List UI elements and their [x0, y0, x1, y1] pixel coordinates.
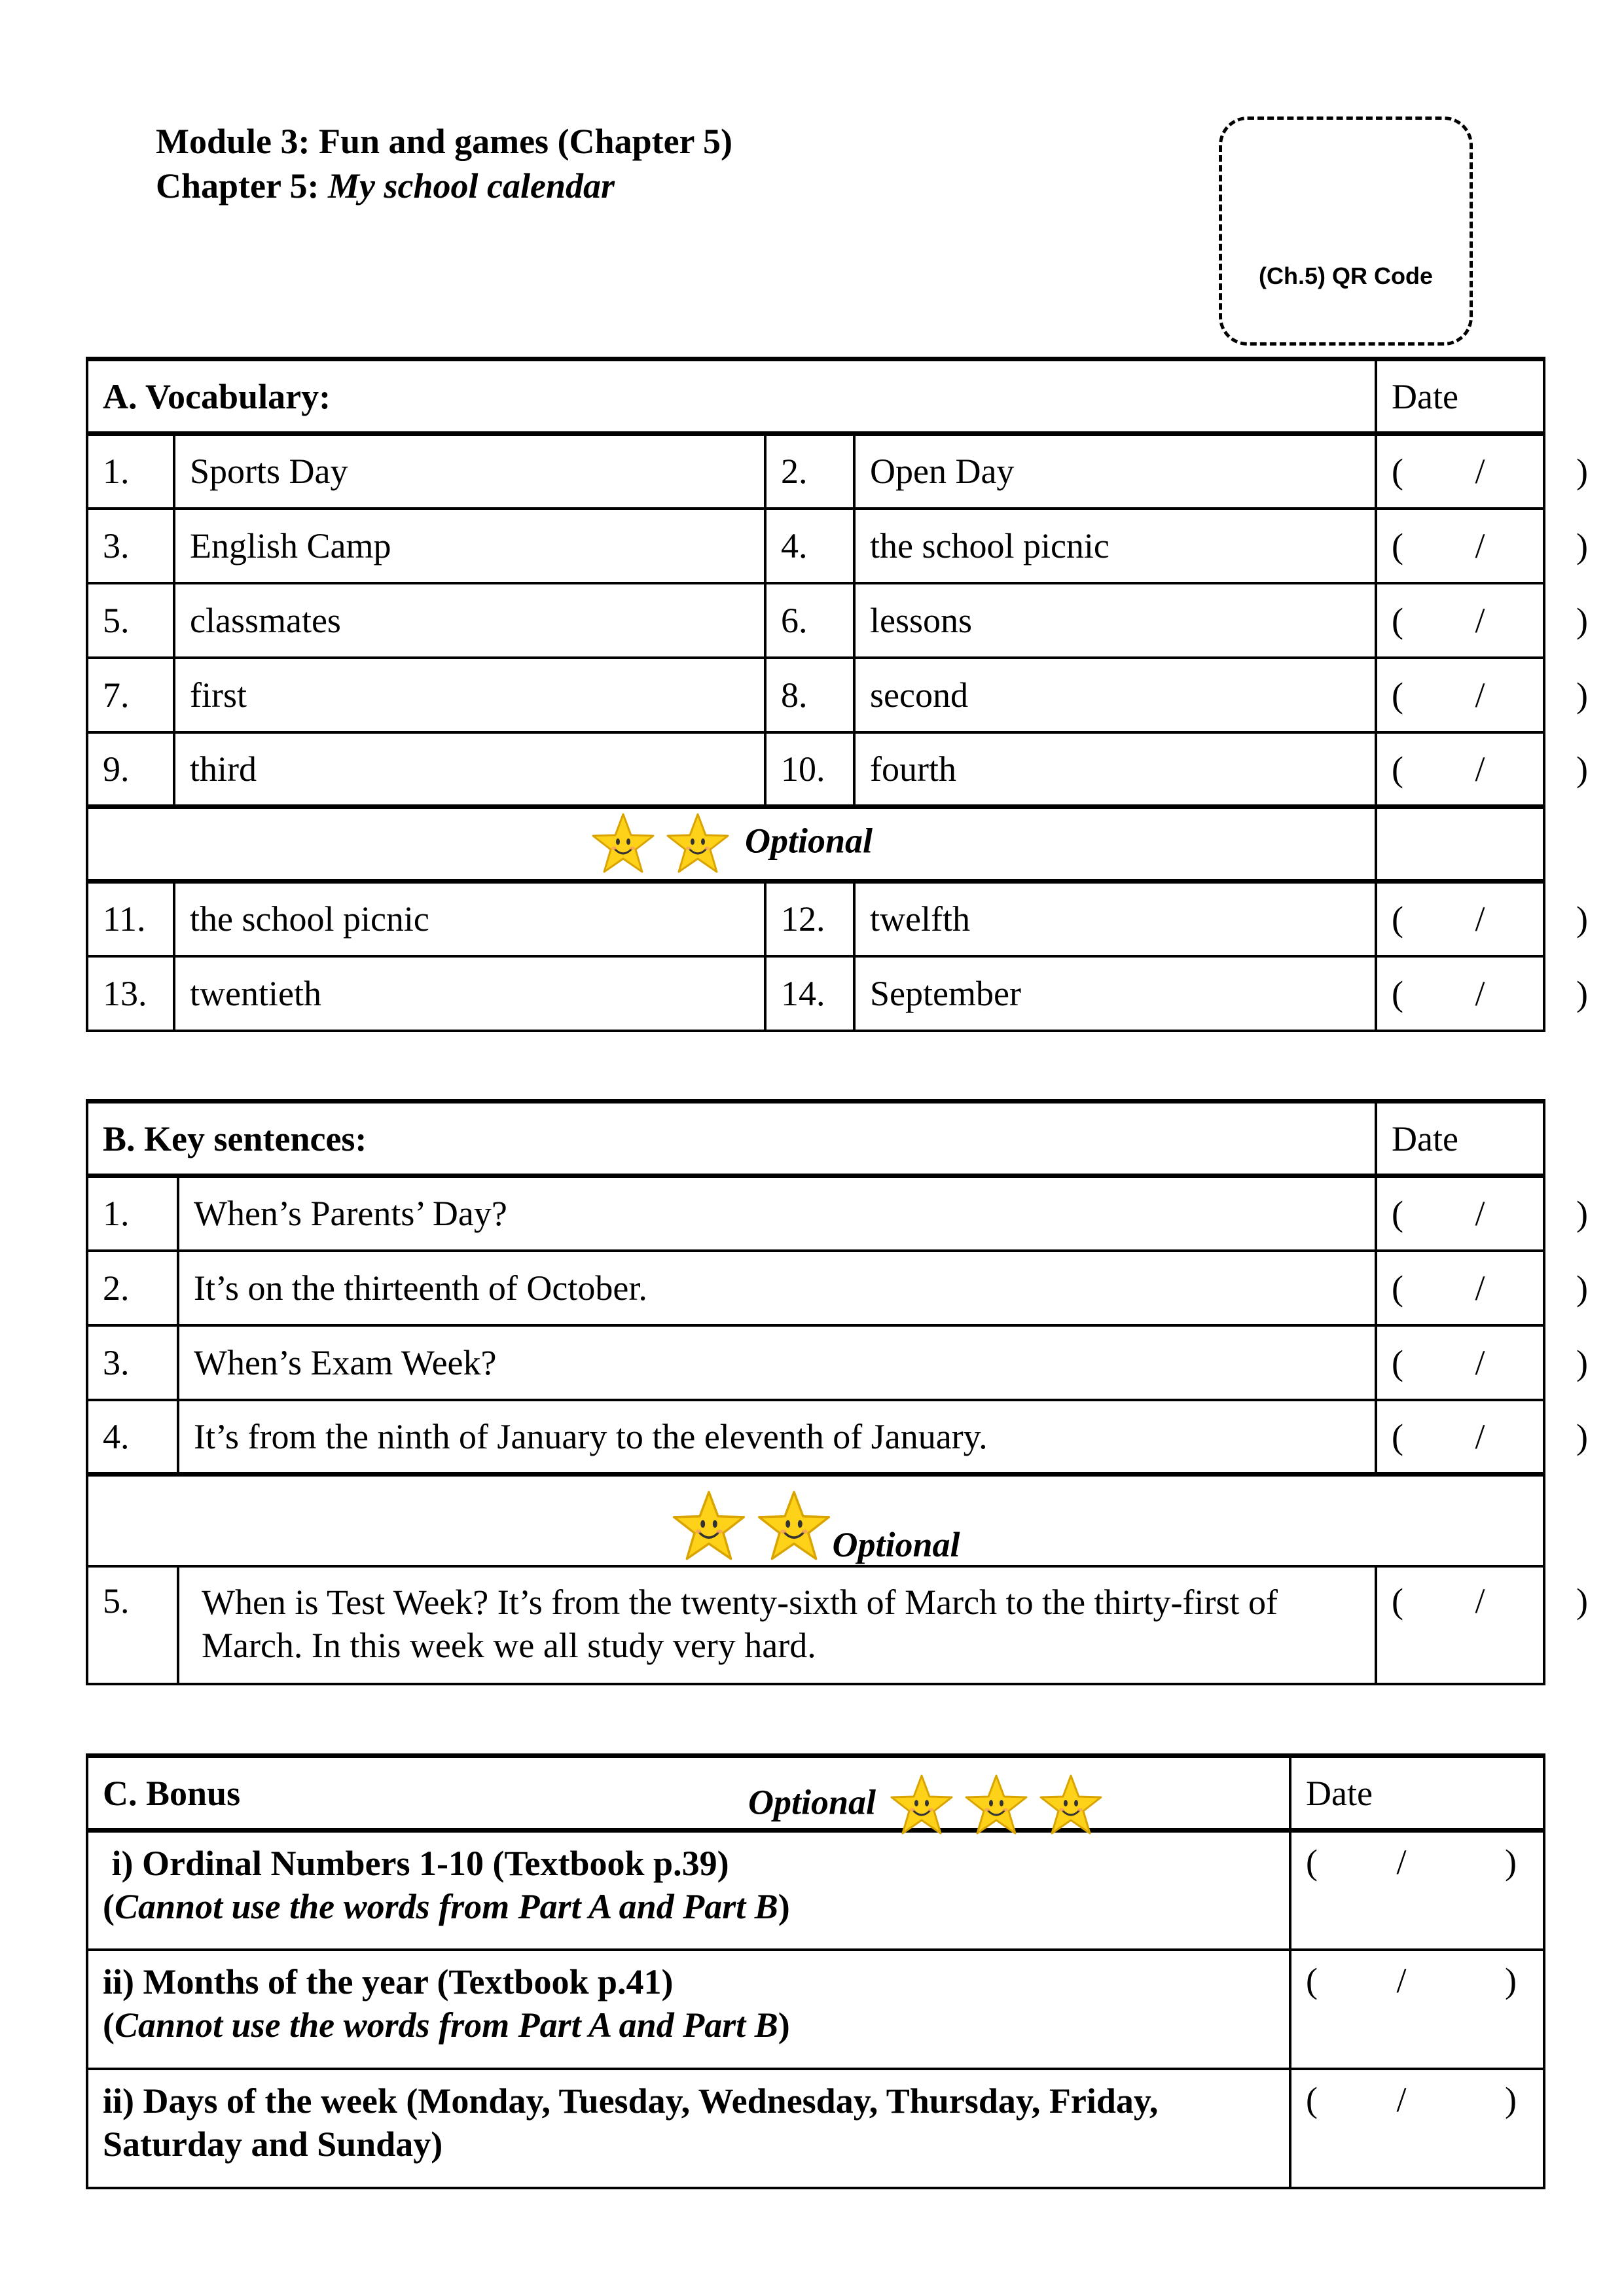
vocabulary-word: third: [174, 732, 765, 807]
vocabulary-heading: A. Vocabulary:: [87, 359, 1376, 434]
vocabulary-row: [87, 882, 1544, 956]
bonus-item-title: ii) Months of the year (Textbook p.41): [103, 1962, 674, 2001]
optional-label: Optional: [745, 820, 873, 860]
sentence-row: [87, 1400, 1544, 1475]
item-number: 6.: [765, 583, 854, 658]
vocabulary-word: Open Day: [854, 434, 1376, 509]
bonus-row: [87, 2069, 1544, 2188]
date-field[interactable]: ( / ): [1376, 882, 1544, 956]
key-sentences-table: [86, 1099, 1588, 1685]
bonus-heading: C. Bonus: [103, 1773, 241, 1813]
item-number: 14.: [765, 956, 854, 1031]
sentence-row: [87, 1325, 1544, 1400]
star-icon: [671, 1489, 747, 1565]
date-header: Date: [1376, 359, 1544, 434]
date-field[interactable]: ( / ): [1376, 1251, 1544, 1325]
vocabulary-word: twelfth: [854, 882, 1376, 956]
vocabulary-table: [86, 357, 1589, 1032]
star-icon: [1038, 1773, 1104, 1839]
chapter-title: Chapter 5: My school calendar: [156, 166, 615, 206]
bonus-item-note: (Cannot use the words from Part A and Part B): [103, 2005, 790, 2045]
date-field[interactable]: ( / ): [1376, 1176, 1544, 1251]
item-number: 9.: [87, 732, 174, 807]
module-title: Module 3: Fun and games (Chapter 5): [156, 122, 733, 161]
item-number: 7.: [87, 658, 174, 732]
qr-code-placeholder: [1219, 117, 1473, 346]
item-number: 13.: [87, 956, 174, 1031]
sentence-text: It’s on the thirteenth of October.: [178, 1251, 1376, 1325]
date-field[interactable]: ( / ): [1376, 956, 1544, 1031]
vocabulary-word: English Camp: [174, 509, 765, 583]
sentence-number: 4.: [87, 1400, 178, 1475]
star-icon: [889, 1773, 954, 1839]
date-field[interactable]: ( / ): [1376, 1325, 1544, 1400]
vocabulary-word: Sports Day: [174, 434, 765, 509]
optional-label: Optional: [748, 1782, 876, 1821]
date-field[interactable]: ( / ): [1290, 1831, 1544, 1950]
page-header: [156, 119, 732, 208]
star-icon: [964, 1773, 1029, 1839]
sentence-text: It’s from the ninth of January to the eleventh of January.: [178, 1400, 1376, 1475]
bonus-item: [87, 2069, 1290, 2188]
date-field[interactable]: ( / ): [1376, 583, 1544, 658]
vocabulary-row: [87, 509, 1544, 583]
vocabulary-word: twentieth: [174, 956, 765, 1031]
bonus-row: [87, 1831, 1544, 1950]
bonus-item-title: i) Ordinal Numbers 1-10 (Textbook p.39): [103, 1844, 729, 1883]
sentence-number: 1.: [87, 1176, 178, 1251]
sentence-row: [87, 1251, 1544, 1325]
bonus-table: [86, 1753, 1545, 2189]
sentence-text: When is Test Week? It’s from the twenty-sixth of March to the thirty-first of March. In this week we all study very hard.: [178, 1566, 1376, 1684]
item-number: 4.: [765, 509, 854, 583]
vocabulary-row: [87, 658, 1544, 732]
vocabulary-word: lessons: [854, 583, 1376, 658]
bonus-item: [87, 1831, 1290, 1950]
vocabulary-row: [87, 583, 1544, 658]
vocabulary-word: the school picnic: [854, 509, 1376, 583]
star-icon: [665, 812, 731, 877]
blank-date-cell: [1376, 807, 1544, 882]
sentence-number: 5.: [87, 1566, 178, 1684]
vocabulary-word: classmates: [174, 583, 765, 658]
bonus-item-note: (Cannot use the words from Part A and Part B): [103, 1887, 790, 1926]
item-number: 12.: [765, 882, 854, 956]
date-header: Date: [1290, 1756, 1544, 1831]
date-field[interactable]: ( / ): [1290, 2069, 1544, 2188]
vocabulary-word: September: [854, 956, 1376, 1031]
qr-code-label: (Ch.5) QR Code: [1259, 262, 1433, 289]
stars-rating: [590, 812, 731, 877]
bonus-heading-cell: [87, 1756, 1290, 1831]
key-sentences-heading: B. Key sentences:: [87, 1102, 1376, 1176]
sentence-text: When’s Parents’ Day?: [178, 1176, 1376, 1251]
vocabulary-word: second: [854, 658, 1376, 732]
date-field[interactable]: ( / ): [1376, 1566, 1544, 1684]
star-icon: [590, 812, 656, 877]
optional-label: Optional: [832, 1524, 960, 1564]
date-header: Date: [1376, 1102, 1544, 1176]
vocabulary-row: [87, 434, 1544, 509]
date-field[interactable]: ( / ): [1376, 732, 1544, 807]
vocabulary-word: fourth: [854, 732, 1376, 807]
sentence-number: 2.: [87, 1251, 178, 1325]
sentence-text: When’s Exam Week?: [178, 1325, 1376, 1400]
date-field[interactable]: ( / ): [1290, 1950, 1544, 2069]
vocabulary-optional-banner: [87, 807, 1376, 882]
vocabulary-word: the school picnic: [174, 882, 765, 956]
item-number: 11.: [87, 882, 174, 956]
key-sentences-optional-banner: [87, 1475, 1544, 1566]
date-field[interactable]: ( / ): [1376, 1400, 1544, 1475]
date-field[interactable]: ( / ): [1376, 658, 1544, 732]
item-number: 2.: [765, 434, 854, 509]
vocabulary-word: first: [174, 658, 765, 732]
bonus-item-title: ii) Days of the week (Monday, Tuesday, Wednesday, Thursday, Friday, Saturday and Sunday): [103, 2081, 1167, 2164]
item-number: 10.: [765, 732, 854, 807]
star-icon: [756, 1489, 832, 1565]
vocabulary-row: [87, 956, 1544, 1031]
date-field[interactable]: ( / ): [1376, 434, 1544, 509]
vocabulary-row: [87, 732, 1544, 807]
date-field[interactable]: ( / ): [1376, 509, 1544, 583]
item-number: 5.: [87, 583, 174, 658]
sentence-number: 3.: [87, 1325, 178, 1400]
sentence-row: [87, 1176, 1544, 1251]
stars-rating: [671, 1489, 832, 1565]
item-number: 1.: [87, 434, 174, 509]
bonus-row: [87, 1950, 1544, 2069]
item-number: 8.: [765, 658, 854, 732]
item-number: 3.: [87, 509, 174, 583]
stars-rating: [889, 1773, 1104, 1839]
bonus-item: [87, 1950, 1290, 2069]
